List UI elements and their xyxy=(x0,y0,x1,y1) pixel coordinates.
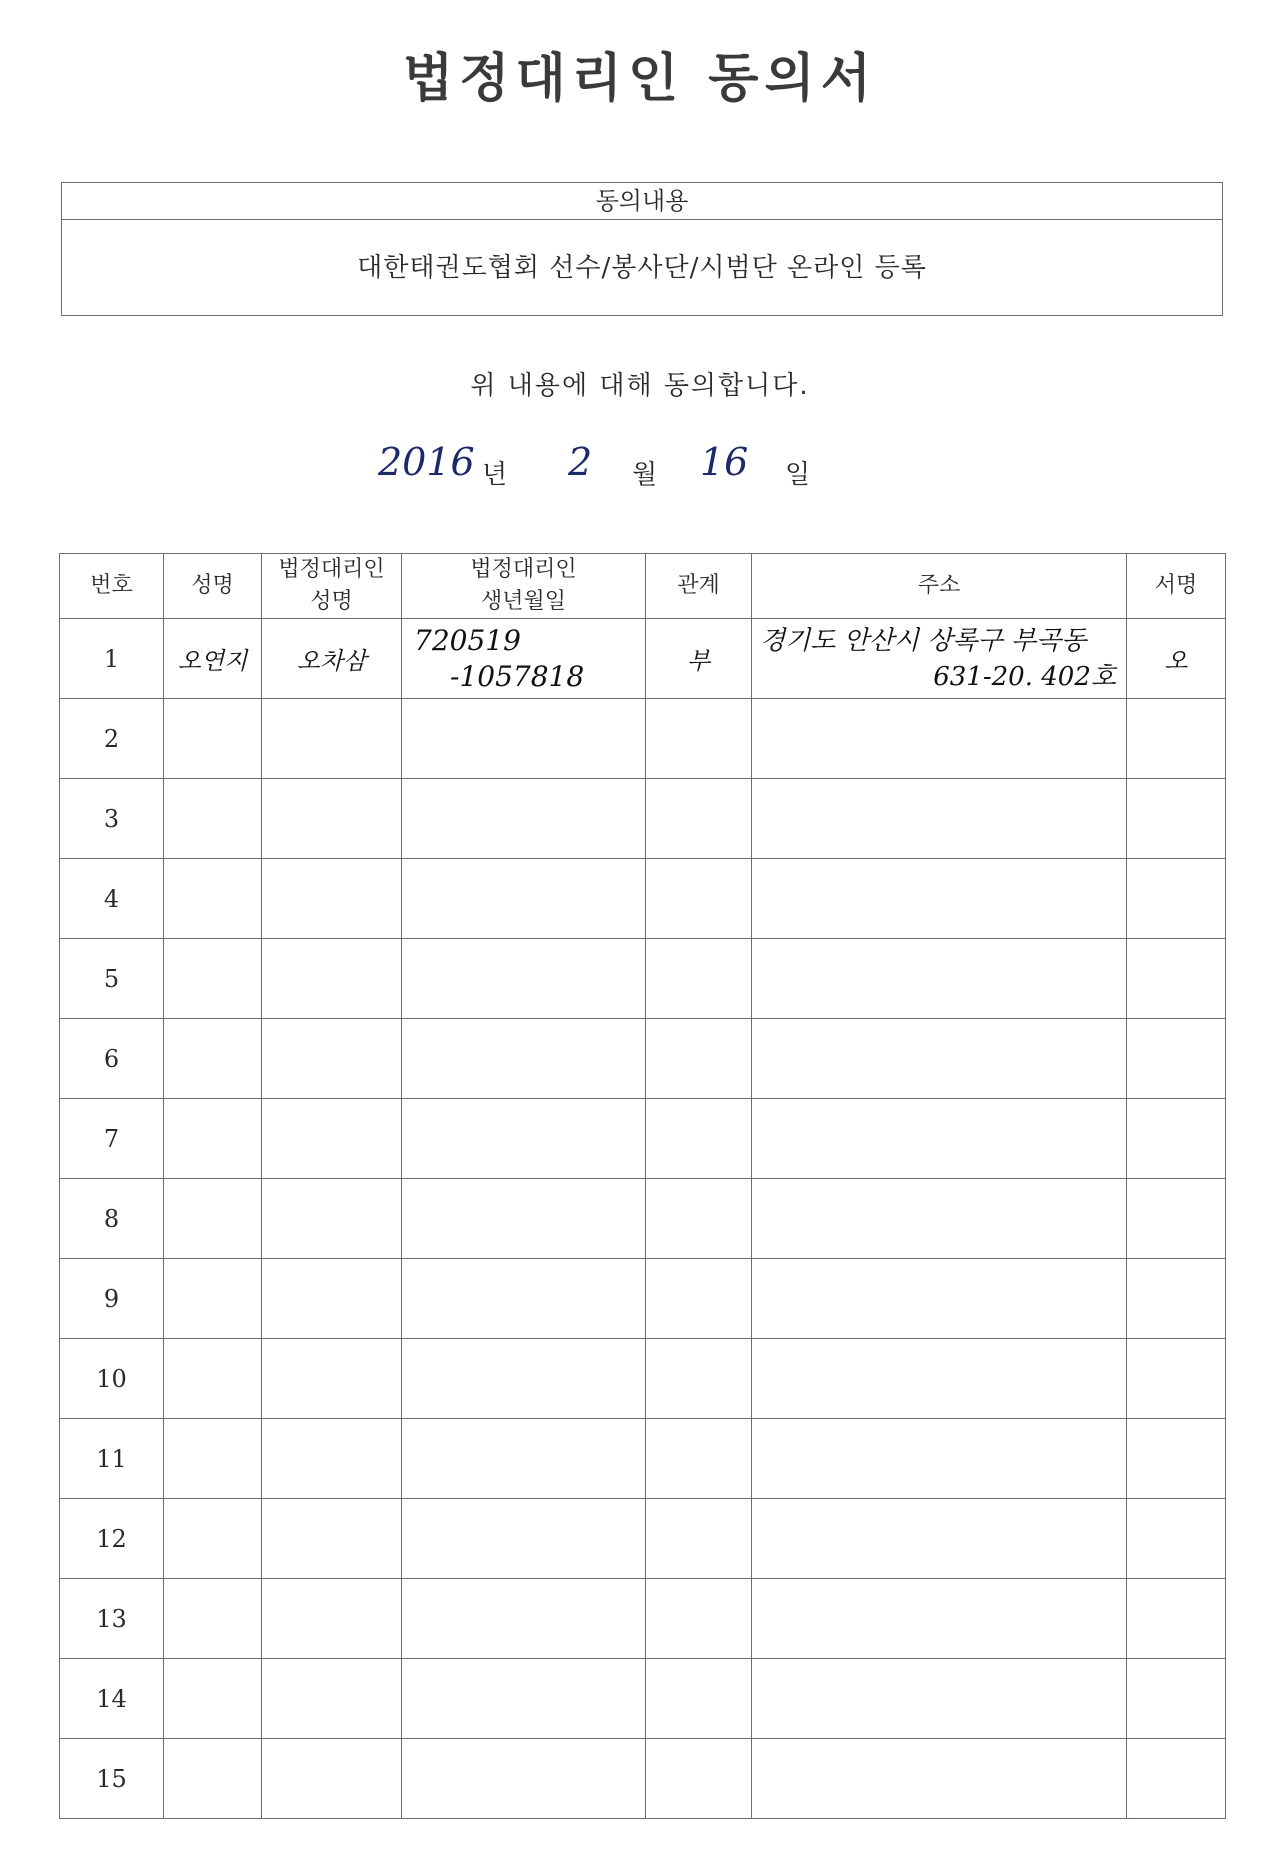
column-header: 서명 xyxy=(1127,554,1226,619)
cell-address xyxy=(752,939,1127,1019)
cell-guardian-birth xyxy=(402,859,646,939)
cell-signature xyxy=(1127,1259,1226,1339)
consent-body: 대한태권도협회 선수/봉사단/시범단 온라인 등록 xyxy=(357,253,927,283)
cell-guardian-birth xyxy=(402,1099,646,1179)
cell-address xyxy=(752,1259,1127,1339)
birth-line-2: -1057818 xyxy=(450,659,585,693)
cell-address xyxy=(752,1579,1127,1659)
table-row xyxy=(60,1659,1226,1739)
cell-guardian-birth xyxy=(402,1419,646,1499)
row-number: 8 xyxy=(60,1179,164,1259)
cell-guardian-name xyxy=(262,1339,402,1419)
column-header: 주소 xyxy=(752,554,1127,619)
table-row xyxy=(60,1019,1226,1099)
cell-guardian-name xyxy=(262,1179,402,1259)
cell-name xyxy=(164,859,262,939)
column-header: 법정대리인 생년월일 xyxy=(402,554,646,619)
birth-line-1: 720519 xyxy=(414,623,521,657)
date-day-unit: 일 xyxy=(785,460,811,490)
cell-signature xyxy=(1127,1739,1226,1819)
date-line xyxy=(0,440,1280,500)
cell-signature xyxy=(1127,1659,1226,1739)
cell-signature xyxy=(1127,1179,1226,1259)
row-number: 4 xyxy=(60,859,164,939)
row-number: 3 xyxy=(60,779,164,859)
cell-name xyxy=(164,1019,262,1099)
cell-relation xyxy=(646,1099,752,1179)
table-row xyxy=(60,699,1226,779)
row-number: 7 xyxy=(60,1099,164,1179)
cell-guardian-name xyxy=(262,779,402,859)
row-number: 14 xyxy=(60,1659,164,1739)
cell-guardian-birth xyxy=(402,1739,646,1819)
cell-relation xyxy=(646,939,752,1019)
cell-guardian-name xyxy=(262,859,402,939)
cell-guardian-name xyxy=(262,1099,402,1179)
cell-signature xyxy=(1127,779,1226,859)
table-row xyxy=(60,1179,1226,1259)
cell-guardian-birth xyxy=(402,779,646,859)
cell-name xyxy=(164,1739,262,1819)
table-header-row xyxy=(60,554,1226,619)
cell-name xyxy=(164,1419,262,1499)
cell-guardian-birth xyxy=(402,699,646,779)
cell-name xyxy=(164,939,262,1019)
table-row xyxy=(60,1579,1226,1659)
cell-name xyxy=(164,1659,262,1739)
date-year: 2016 xyxy=(378,440,475,484)
cell-address xyxy=(752,1499,1127,1579)
consent-header: 동의내용 xyxy=(62,183,1222,220)
cell-guardian-name xyxy=(262,1659,402,1739)
cell-signature xyxy=(1127,699,1226,779)
cell-name xyxy=(164,1499,262,1579)
cell-guardian-birth xyxy=(402,1579,646,1659)
cell-address xyxy=(752,619,1127,699)
table-row xyxy=(60,939,1226,1019)
cell-relation xyxy=(646,1019,752,1099)
date-day: 16 xyxy=(700,440,749,484)
cell-address xyxy=(752,1659,1127,1739)
cell-name xyxy=(164,1099,262,1179)
cell-signature xyxy=(1127,859,1226,939)
cell-address xyxy=(752,1739,1127,1819)
cell-address xyxy=(752,779,1127,859)
row-number: 5 xyxy=(60,939,164,1019)
cell-address xyxy=(752,1019,1127,1099)
row-number: 10 xyxy=(60,1339,164,1419)
table-row xyxy=(60,1499,1226,1579)
cell-signature: 오 xyxy=(1127,619,1226,699)
address-line-2: 631-20. 402호 xyxy=(933,661,1116,692)
column-header: 성명 xyxy=(164,554,262,619)
cell-name xyxy=(164,1259,262,1339)
cell-guardian-name: 오차삼 xyxy=(262,619,402,699)
row-number: 11 xyxy=(60,1419,164,1499)
row-number: 15 xyxy=(60,1739,164,1819)
row-number: 13 xyxy=(60,1579,164,1659)
cell-address xyxy=(752,1419,1127,1499)
registration-table xyxy=(59,553,1226,1819)
cell-name xyxy=(164,699,262,779)
cell-guardian-birth xyxy=(402,1179,646,1259)
cell-guardian-birth xyxy=(402,939,646,1019)
cell-signature xyxy=(1127,1099,1226,1179)
row-number: 9 xyxy=(60,1259,164,1339)
cell-name xyxy=(164,1339,262,1419)
cell-guardian-name xyxy=(262,1019,402,1099)
table-row xyxy=(60,779,1226,859)
table-row xyxy=(60,1339,1226,1419)
cell-relation xyxy=(646,1739,752,1819)
cell-name xyxy=(164,1579,262,1659)
cell-guardian-name xyxy=(262,1419,402,1499)
cell-guardian-name xyxy=(262,699,402,779)
cell-guardian-name xyxy=(262,1259,402,1339)
cell-relation xyxy=(646,1419,752,1499)
row-number: 6 xyxy=(60,1019,164,1099)
date-month-unit: 월 xyxy=(632,460,658,490)
cell-signature xyxy=(1127,939,1226,1019)
row-number: 1 xyxy=(60,619,164,699)
cell-guardian-birth xyxy=(402,619,646,699)
cell-signature xyxy=(1127,1339,1226,1419)
cell-relation xyxy=(646,1659,752,1739)
cell-guardian-birth xyxy=(402,1019,646,1099)
cell-signature xyxy=(1127,1579,1226,1659)
cell-signature xyxy=(1127,1499,1226,1579)
cell-address xyxy=(752,699,1127,779)
cell-signature xyxy=(1127,1019,1226,1099)
cell-relation xyxy=(646,1259,752,1339)
cell-guardian-birth xyxy=(402,1259,646,1339)
table-row xyxy=(60,1259,1226,1339)
cell-relation xyxy=(646,1179,752,1259)
cell-relation: 부 xyxy=(646,619,752,699)
document-title: 법정대리인 동의서 xyxy=(403,48,877,109)
table-row xyxy=(60,859,1226,939)
cell-relation xyxy=(646,779,752,859)
table-row xyxy=(60,1419,1226,1499)
cell-signature xyxy=(1127,1419,1226,1499)
cell-relation xyxy=(646,859,752,939)
cell-relation xyxy=(646,1499,752,1579)
cell-guardian-name xyxy=(262,1499,402,1579)
cell-name xyxy=(164,1179,262,1259)
cell-guardian-birth xyxy=(402,1499,646,1579)
cell-guardian-name xyxy=(262,1579,402,1659)
row-number: 12 xyxy=(60,1499,164,1579)
cell-address xyxy=(752,1339,1127,1419)
consent-box xyxy=(61,182,1223,316)
cell-name xyxy=(164,779,262,859)
agreement-statement: 위 내용에 대해 동의합니다. xyxy=(470,371,810,401)
cell-guardian-name xyxy=(262,1739,402,1819)
cell-relation xyxy=(646,1339,752,1419)
date-month: 2 xyxy=(568,440,593,484)
cell-address xyxy=(752,1099,1127,1179)
column-header: 번호 xyxy=(60,554,164,619)
column-header: 법정대리인 성명 xyxy=(262,554,402,619)
cell-guardian-birth xyxy=(402,1659,646,1739)
row-number: 2 xyxy=(60,699,164,779)
table-row xyxy=(60,619,1226,699)
cell-relation xyxy=(646,699,752,779)
column-header: 관계 xyxy=(646,554,752,619)
cell-guardian-birth xyxy=(402,1339,646,1419)
cell-relation xyxy=(646,1579,752,1659)
table-row xyxy=(60,1739,1226,1819)
cell-address xyxy=(752,1179,1127,1259)
cell-guardian-name xyxy=(262,939,402,1019)
table-row xyxy=(60,1099,1226,1179)
cell-address xyxy=(752,859,1127,939)
cell-name: 오연지 xyxy=(164,619,262,699)
address-line-1: 경기도 안산시 상록구 부곡동 xyxy=(760,625,1087,656)
date-year-unit: 년 xyxy=(482,460,508,490)
